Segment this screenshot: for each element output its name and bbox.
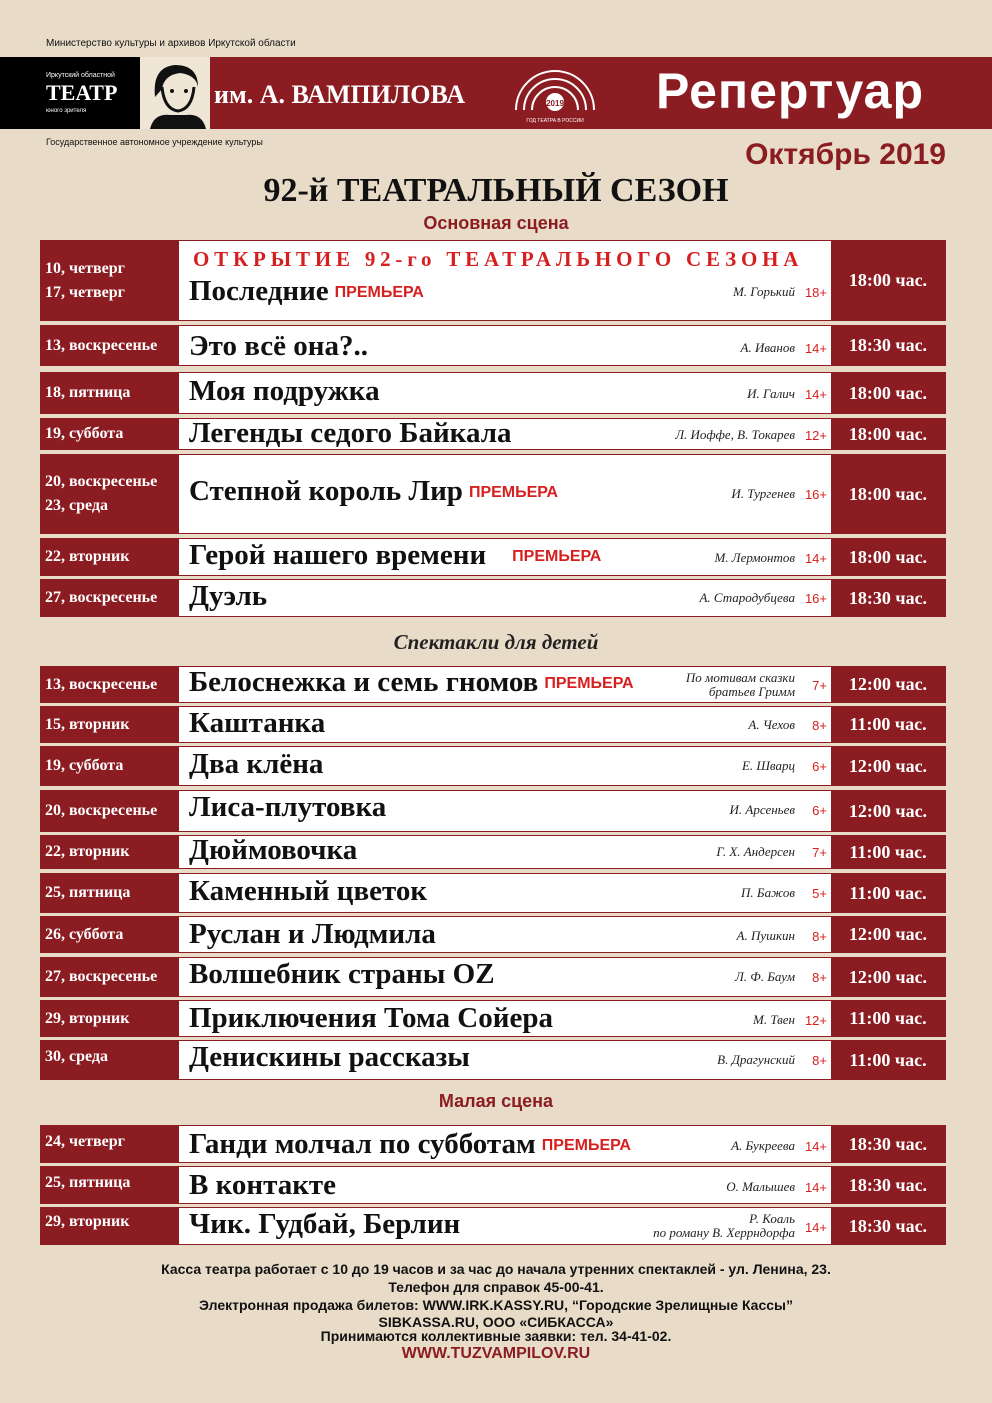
- gau-caption: Государственное автономное учреждение культуры: [46, 137, 263, 147]
- performance-title: Белоснежка и семь гномов ПРЕМЬЕРА: [189, 666, 634, 698]
- author: А. Пушкин: [736, 928, 795, 943]
- website-link[interactable]: WWW.TUZVAMPILOV.RU: [401, 1345, 591, 1362]
- time-cell: 11:00 час.: [831, 874, 945, 912]
- time-cell: 11:00 час.: [831, 1041, 945, 1079]
- author: О. Малышев: [726, 1179, 795, 1194]
- time-cell: 12:00 час.: [831, 667, 945, 702]
- performance-title: Последние ПРЕМЬЕРА: [189, 275, 424, 307]
- performance-row: [40, 790, 946, 832]
- author: В. Драгунский: [717, 1052, 795, 1067]
- time-cell: 18:00 час.: [831, 419, 945, 449]
- box-office-hours: Касса театра работает с 10 до 19 часов и за час до начала утренних спектаклей - ул. Ленина, 23.: [161, 1261, 831, 1277]
- time-cell: 11:00 час.: [831, 1001, 945, 1036]
- author: И. Тургенев: [731, 486, 795, 501]
- logo-caption: Иркутский областной: [46, 72, 115, 79]
- emblem-year: 2019: [546, 99, 564, 108]
- author: А. Стародубцева: [699, 590, 795, 605]
- season-opening-banner: ОТКРЫТИЕ 92-го ТЕАТРАЛЬНОГО СЕЗОНА: [193, 247, 804, 271]
- premiere-badge: ПРЕМЬЕРА: [334, 284, 424, 302]
- author: Е. Шварц: [741, 758, 795, 773]
- age-rating: 16+: [804, 487, 827, 502]
- online-sales-info: Электронная продажа билетов: WWW.IRK.KASSY.RU, “Городские Зрелищные Кассы”: [199, 1297, 793, 1313]
- performance-title: Дуэль: [189, 580, 268, 612]
- performance-row: [40, 706, 946, 743]
- performance-title: Лиса-плутовка: [189, 791, 387, 823]
- main-stage-title: Основная сцена: [423, 213, 569, 233]
- performance-row: [40, 1207, 946, 1245]
- time-cell: 18:30 час.: [831, 580, 945, 616]
- performance-row: [40, 1000, 946, 1037]
- author: Р. Коаль по роману В. Херрндорфа: [653, 1211, 795, 1240]
- logo-subcaption: юного зрителя: [46, 108, 87, 114]
- performance-row: [40, 957, 946, 997]
- performance-title: Моя подружка: [189, 375, 380, 407]
- small-stage-title: Малая сцена: [438, 1091, 554, 1111]
- date-cell: 30, среда: [41, 1041, 179, 1079]
- date-cell: 29, вторник: [41, 1208, 179, 1244]
- performance-row: [40, 916, 946, 953]
- author: П. Бажов: [741, 885, 795, 900]
- author: И. Арсеньев: [729, 802, 795, 817]
- age-rating: 8+: [812, 1053, 827, 1068]
- performance-row: [40, 538, 946, 576]
- performance-row: [40, 666, 946, 703]
- date-cell: 26, суббота: [41, 917, 179, 952]
- ministry-caption: Министерство культуры и архивов Иркутской области: [46, 38, 296, 49]
- date-cell: 22, вторник: [41, 836, 179, 868]
- time-cell: 12:00 час.: [831, 747, 945, 785]
- date-cell: 20, воскресенье: [41, 791, 179, 831]
- age-rating: 8+: [812, 929, 827, 944]
- date-cell: 19, суббота: [41, 747, 179, 785]
- premiere-badge: ПРЕМЬЕРА: [468, 484, 559, 502]
- date-cell: 20, воскресенье 23, среда: [41, 455, 179, 533]
- date-cell: 18, пятница: [41, 373, 179, 413]
- time-cell: 12:00 час.: [831, 791, 945, 831]
- author: М. Лермонтов: [714, 550, 795, 565]
- time-cell: 11:00 час.: [831, 836, 945, 868]
- age-rating: 7+: [812, 678, 827, 693]
- date-cell: 25, пятница: [41, 874, 179, 912]
- performance-title: Это всё она?..: [189, 330, 368, 362]
- age-rating: 18+: [804, 285, 827, 300]
- performance-title: Денискины рассказы: [189, 1041, 470, 1073]
- age-rating: 14+: [804, 1220, 827, 1235]
- theatre-name: им. А. ВАМПИЛОВА: [214, 80, 466, 109]
- performance-title: Ганди молчал по субботам ПРЕМЬЕРА: [189, 1128, 631, 1160]
- performance-title: Руслан и Людмила: [189, 918, 436, 950]
- performance-title: Каштанка: [189, 707, 326, 739]
- author: А. Чехов: [748, 717, 795, 732]
- logo-wordmark: ТЕАТР: [46, 80, 118, 105]
- author: А. Букреева: [731, 1138, 795, 1153]
- author: По мотивам сказки братьев Гримм: [685, 670, 795, 699]
- date-cell: 22, вторник: [41, 539, 179, 575]
- children-section-title: Спектакли для детей: [393, 630, 599, 654]
- performance-row: [40, 372, 946, 414]
- age-rating: 16+: [804, 591, 827, 606]
- author: М. Твен: [753, 1012, 795, 1027]
- date-cell: 27, воскресенье: [41, 958, 179, 996]
- time-cell: 12:00 час.: [831, 917, 945, 952]
- repertoire-heading: Репертуар: [656, 63, 925, 119]
- performance-title: Приключения Тома Сойера: [189, 1002, 553, 1034]
- time-cell: 18:00 час.: [831, 539, 945, 575]
- author: Л. Ф. Баум: [735, 969, 795, 984]
- age-rating: 12+: [804, 1013, 827, 1028]
- author: М. Горький: [732, 284, 795, 299]
- age-rating: 14+: [804, 387, 827, 402]
- premiere-badge: ПРЕМЬЕРА: [541, 1137, 631, 1155]
- month-title: Октябрь 2019: [745, 138, 946, 171]
- age-rating: 8+: [812, 718, 827, 733]
- group-orders-info: Принимаются коллективные заявки: тел. 34-41-02.: [320, 1328, 672, 1344]
- performance-title: Чик. Гудбай, Берлин: [189, 1208, 461, 1240]
- date-cell: 25, пятница: [41, 1167, 179, 1203]
- performance-row: [40, 579, 946, 617]
- performance-title: Легенды седого Байкала: [189, 417, 512, 449]
- performance-title: Каменный цветок: [189, 875, 428, 907]
- date-cell: 10, четверг 17, четверг: [41, 241, 179, 320]
- performance-title: Дюймовочка: [189, 834, 358, 866]
- performance-title: Герой нашего времени ПРЕМЬЕРА: [189, 539, 602, 571]
- performance-row: [40, 454, 946, 534]
- date-cell: 19, суббота: [41, 419, 179, 449]
- age-rating: 6+: [812, 803, 827, 818]
- time-cell: 11:00 час.: [831, 707, 945, 742]
- performance-title: Волшебник страны OZ: [189, 958, 495, 990]
- author: А. Иванов: [740, 340, 795, 355]
- performance-row: [40, 1125, 946, 1163]
- premiere-badge: ПРЕМЬЕРА: [512, 548, 602, 566]
- time-cell: 18:00 час.: [831, 373, 945, 413]
- performance-row: [40, 873, 946, 913]
- age-rating: 12+: [804, 428, 827, 443]
- performance-row: [40, 240, 946, 321]
- age-rating: 8+: [812, 970, 827, 985]
- time-cell: 18:30 час.: [831, 1126, 945, 1162]
- theatre-year-emblem-icon: [512, 64, 598, 130]
- performance-row: [40, 418, 946, 450]
- date-cell: 29, вторник: [41, 1001, 179, 1036]
- vampilov-portrait-icon: [140, 57, 210, 129]
- phone-info: Телефон для справок 45-00-41.: [388, 1279, 604, 1295]
- time-cell: 18:30 час.: [831, 326, 945, 365]
- time-cell: 18:30 час.: [831, 1167, 945, 1203]
- author: Л. Иоффе, В. Токарев: [675, 427, 795, 442]
- date-cell: 13, воскресенье: [41, 326, 179, 365]
- age-rating: 14+: [804, 1139, 827, 1154]
- performance-row: [40, 835, 946, 869]
- emblem-caption: ГОД ТЕАТРА В РОССИИ: [526, 118, 584, 124]
- performance-row: [40, 325, 946, 366]
- age-rating: 6+: [812, 759, 827, 774]
- age-rating: 5+: [812, 886, 827, 901]
- date-cell: 15, вторник: [41, 707, 179, 742]
- age-rating: 14+: [804, 551, 827, 566]
- premiere-badge: ПРЕМЬЕРА: [544, 675, 634, 693]
- performance-row: [40, 746, 946, 786]
- performance-row: [40, 1166, 946, 1204]
- date-cell: 27, воскресенье: [41, 580, 179, 616]
- performance-row: [40, 1040, 946, 1080]
- date-cell: 13, воскресенье: [41, 667, 179, 702]
- author: Г. Х. Андерсен: [716, 844, 795, 859]
- age-rating: 14+: [804, 1180, 827, 1195]
- age-rating: 7+: [812, 845, 827, 860]
- performance-title: В контакте: [189, 1169, 337, 1201]
- date-cell: 24, четверг: [41, 1126, 179, 1162]
- age-rating: 14+: [804, 341, 827, 356]
- season-title: 92-й ТЕАТРАЛЬНЫЙ СЕЗОН: [263, 172, 729, 209]
- online-sales-info-2: SIBKASSA.RU, ООО «СИБКАССА»: [378, 1314, 614, 1330]
- performance-title: Степной король Лир ПРЕМЬЕРА: [189, 475, 559, 507]
- time-cell: 18:30 час.: [831, 1208, 945, 1244]
- time-cell: 12:00 час.: [831, 958, 945, 996]
- time-cell: 18:00 час.: [831, 241, 945, 320]
- performance-title: Два клёна: [189, 748, 324, 780]
- time-cell: 18:00 час.: [831, 455, 945, 533]
- author: И. Галич: [747, 386, 795, 401]
